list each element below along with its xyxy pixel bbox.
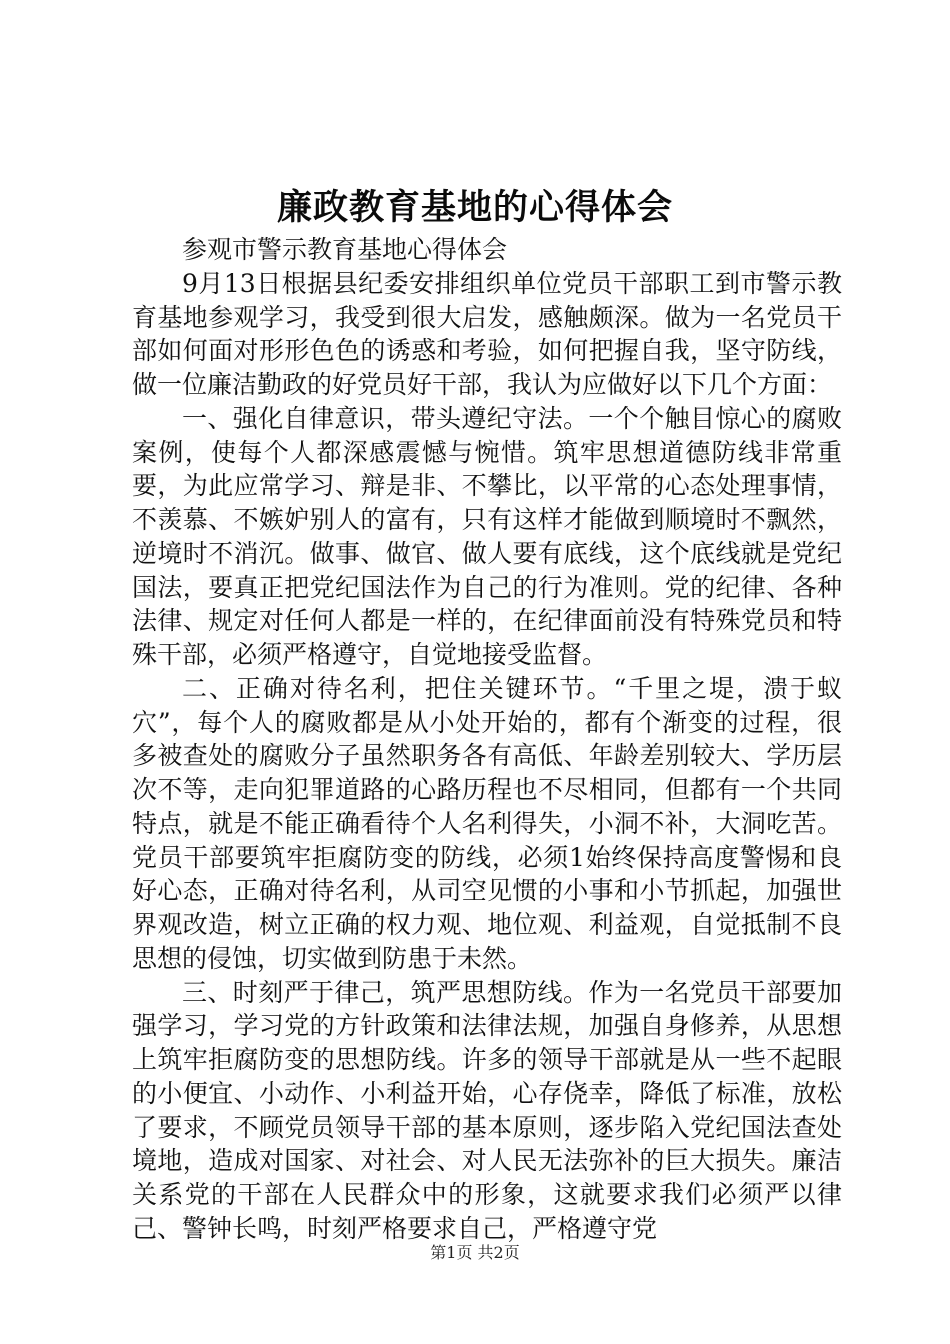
section-two-paragraph: 二、正确对待名利，把住关键环节。“千里之堤，溃于蚁穴”，每个人的腐败都是从小处开始的，都有个渐变的过程，很多被查处的腐败分子虽然职务各有高低、年龄差别较大、学历层次不等，走向犯罪道路的心路历程也不尽相同，但都有一个共同特点，就是不能正确看待个人名利得失，小洞不补，大洞吃苦。党员干部要筑牢拒腐防变的防线，必须1始终保持高度警惕和良好心态，正确对待名利，从司空见惯的小事和小节抓起，加强世界观改造，树立正确的权力观、地位观、利益观，自觉抵制不良思想的侵蚀，切实做到防患于未然。 xyxy=(132,673,842,973)
document-body xyxy=(132,233,842,1246)
page-number: 第1页 xyxy=(430,1243,473,1262)
page-total: 共2页 xyxy=(477,1243,520,1262)
subtitle-paragraph: 参观市警示教育基地心得体会 xyxy=(182,235,508,264)
document-title: 廉政教育基地的心得体会 xyxy=(276,187,673,228)
section-one-paragraph: 一、强化自律意识，带头遵纪守法。一个个触目惊心的腐败案例，使每个人都深感震憾与惋惜。筑牢思想道德防线非常重要，为此应常学习、辩是非、不攀比，以平常的心态处理事情，不羡慕、不嫉妒别人的富有，只有这样才能做到顺境时不飘然，逆境时不消沉。做事、做官、做人要有底线，这个底线就是党纪国法，要真正把党纪国法作为自己的行为准则。党的纪律、各种法律、规定对任何人都是一样的，在纪律面前没有特殊党员和特殊干部，必须严格遵守，自觉地接受监督。 xyxy=(132,403,842,669)
intro-paragraph: 9月13日根据县纪委安排组织单位党员干部职工到市警示教育基地参观学习，我受到很大启发，感触颇深。做为一名党员干部如何面对形形色色的诱惑和考验，如何把握自我，坚守防线，做一位廉洁勤政的好党员好干部，我认为应做好以下几个方面： xyxy=(132,268,842,399)
section-three-paragraph: 三、时刻严于律己，筑严思想防线。作为一名党员干部要加强学习，学习党的方针政策和法律法规，加强自身修养，从思想上筑牢拒腐防变的思想防线。许多的领导干部就是从一些不起眼的小便宜、小动作、小利益开始，心存侥幸，降低了标准，放松了要求，不顾党员领导干部的基本原则，逐步陷入党纪国法查处境地，造成对国家、对社会、对人民无法弥补的巨大损失。廉洁关系党的干部在人民群众中的形象，这就要求我们必须严以律己、警钟长鸣，时刻严格要求自己，严格遵守党 xyxy=(132,977,842,1243)
page-footer xyxy=(0,1242,950,1264)
